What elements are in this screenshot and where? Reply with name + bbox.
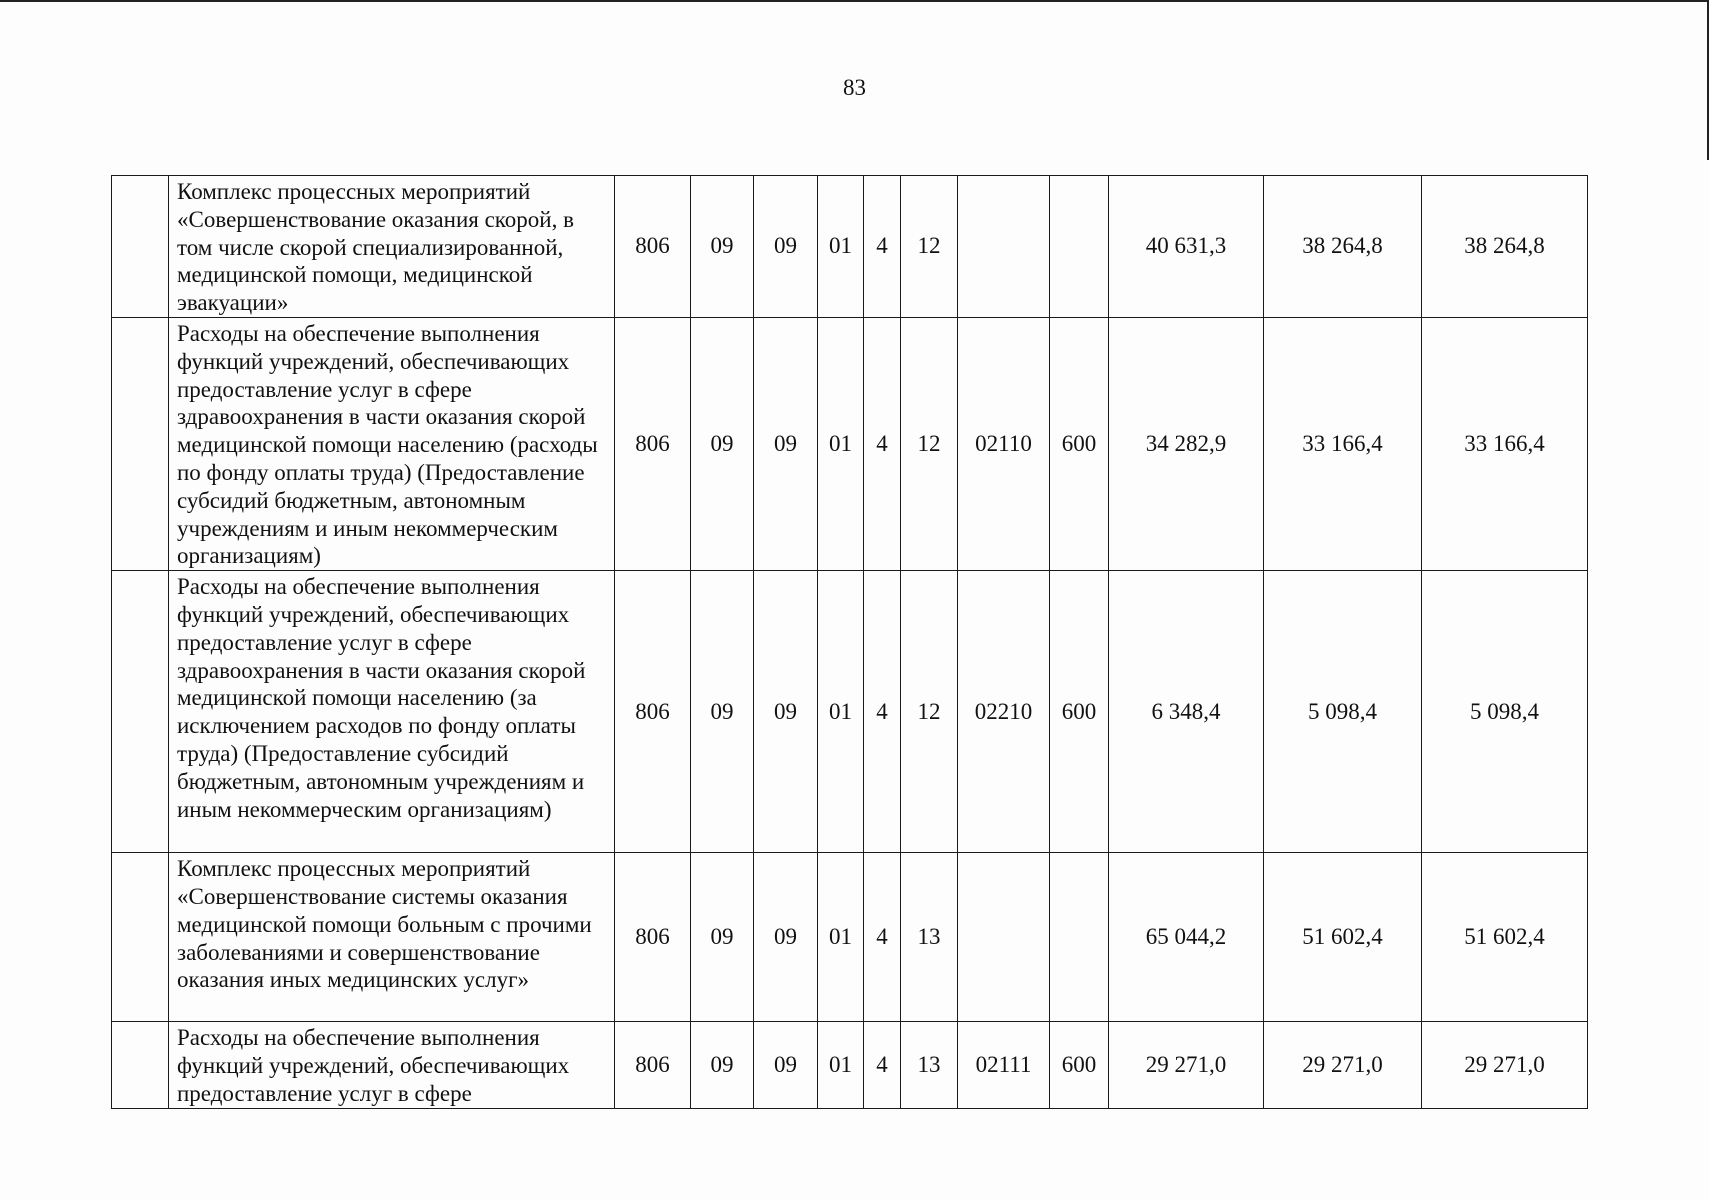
target-article-code-2: 4	[864, 1022, 901, 1108]
amount-year-3: 33 166,4	[1422, 317, 1588, 570]
expense-type-code	[1050, 176, 1109, 318]
target-article-code-1: 01	[818, 176, 864, 318]
target-article-code-4	[958, 176, 1050, 318]
target-article-code-1: 01	[818, 1022, 864, 1108]
target-article-code-1: 01	[818, 853, 864, 1022]
target-article-code-3: 12	[901, 571, 958, 853]
amount-year-3: 29 271,0	[1422, 1022, 1588, 1108]
target-article-code-3: 13	[901, 853, 958, 1022]
amount-year-3: 38 264,8	[1422, 176, 1588, 318]
scan-edge-top	[0, 0, 1709, 2]
amount-year-1: 65 044,2	[1109, 853, 1264, 1022]
grbs-code: 806	[615, 317, 691, 570]
target-article-code-2: 4	[864, 176, 901, 318]
subsection-code: 09	[754, 317, 818, 570]
target-article-code-4: 02110	[958, 317, 1050, 570]
row-index-cell	[112, 317, 169, 570]
section-code: 09	[691, 1022, 754, 1108]
target-article-code-2: 4	[864, 317, 901, 570]
section-code: 09	[691, 317, 754, 570]
amount-year-2: 38 264,8	[1264, 176, 1422, 318]
subsection-code: 09	[754, 571, 818, 853]
row-index-cell	[112, 571, 169, 853]
expense-type-code	[1050, 853, 1109, 1022]
target-article-code-3: 12	[901, 317, 958, 570]
target-article-code-4	[958, 853, 1050, 1022]
target-article-code-4: 02210	[958, 571, 1050, 853]
amount-year-3: 5 098,4	[1422, 571, 1588, 853]
section-code: 09	[691, 853, 754, 1022]
grbs-code: 806	[615, 176, 691, 318]
subsection-code: 09	[754, 176, 818, 318]
section-code: 09	[691, 176, 754, 318]
table-row	[112, 176, 1588, 318]
amount-year-1: 40 631,3	[1109, 176, 1264, 318]
expense-type-code: 600	[1050, 571, 1109, 853]
amount-year-2: 33 166,4	[1264, 317, 1422, 570]
target-article-code-3: 13	[901, 1022, 958, 1108]
target-article-code-4: 02111	[958, 1022, 1050, 1108]
subsection-code: 09	[754, 853, 818, 1022]
row-index-cell	[112, 176, 169, 318]
amount-year-2: 5 098,4	[1264, 571, 1422, 853]
row-index-cell	[112, 1022, 169, 1108]
expense-name: Расходы на обеспечение выполнения функций учреждений, обеспечивающих предоставление услуг в сфере здравоохранения в части оказания скорой медицинской помощи населению (за исключением расходов по фонду оплаты труда) (Предоставление субсидий бюджетным, автономным учреждениям и иным некоммерческим организациям)	[169, 571, 615, 853]
expense-type-code: 600	[1050, 317, 1109, 570]
expense-type-code: 600	[1050, 1022, 1109, 1108]
section-code: 09	[691, 571, 754, 853]
amount-year-1: 6 348,4	[1109, 571, 1264, 853]
budget-table	[111, 175, 1588, 1109]
page-number: 83	[843, 75, 866, 100]
amount-year-2: 29 271,0	[1264, 1022, 1422, 1108]
target-article-code-3: 12	[901, 176, 958, 318]
amount-year-2: 51 602,4	[1264, 853, 1422, 1022]
target-article-code-1: 01	[818, 317, 864, 570]
amount-year-3: 51 602,4	[1422, 853, 1588, 1022]
table-row	[112, 1022, 1588, 1108]
amount-year-1: 29 271,0	[1109, 1022, 1264, 1108]
grbs-code: 806	[615, 571, 691, 853]
target-article-code-2: 4	[864, 853, 901, 1022]
row-index-cell	[112, 853, 169, 1022]
expense-name: Расходы на обеспечение выполнения функций учреждений, обеспечивающих предоставление услуг в сфере здравоохранения в части оказания скорой медицинской помощи населению (расходы по фонду оплаты труда) (Предоставление субсидий бюджетным, автономным учреждениям и иным некоммерческим организациям)	[169, 317, 615, 570]
amount-year-1: 34 282,9	[1109, 317, 1264, 570]
grbs-code: 806	[615, 853, 691, 1022]
subsection-code: 09	[754, 1022, 818, 1108]
target-article-code-1: 01	[818, 571, 864, 853]
expense-name: Расходы на обеспечение выполнения функций учреждений, обеспечивающих предоставление услуг в сфере	[169, 1022, 615, 1108]
grbs-code: 806	[615, 1022, 691, 1108]
target-article-code-2: 4	[864, 571, 901, 853]
table-row	[112, 317, 1588, 570]
table-row	[112, 853, 1588, 1022]
table-row	[112, 571, 1588, 853]
expense-name: Комплекс процессных мероприятий «Совершенствование оказания скорой, в том числе скорой специализированной, медицинской помощи, медицинской эвакуации»	[169, 176, 615, 318]
expense-name: Комплекс процессных мероприятий «Совершенствование системы оказания медицинской помощи больным с прочими заболеваниями и совершенствование оказания иных медицинских услуг»	[169, 853, 615, 1022]
